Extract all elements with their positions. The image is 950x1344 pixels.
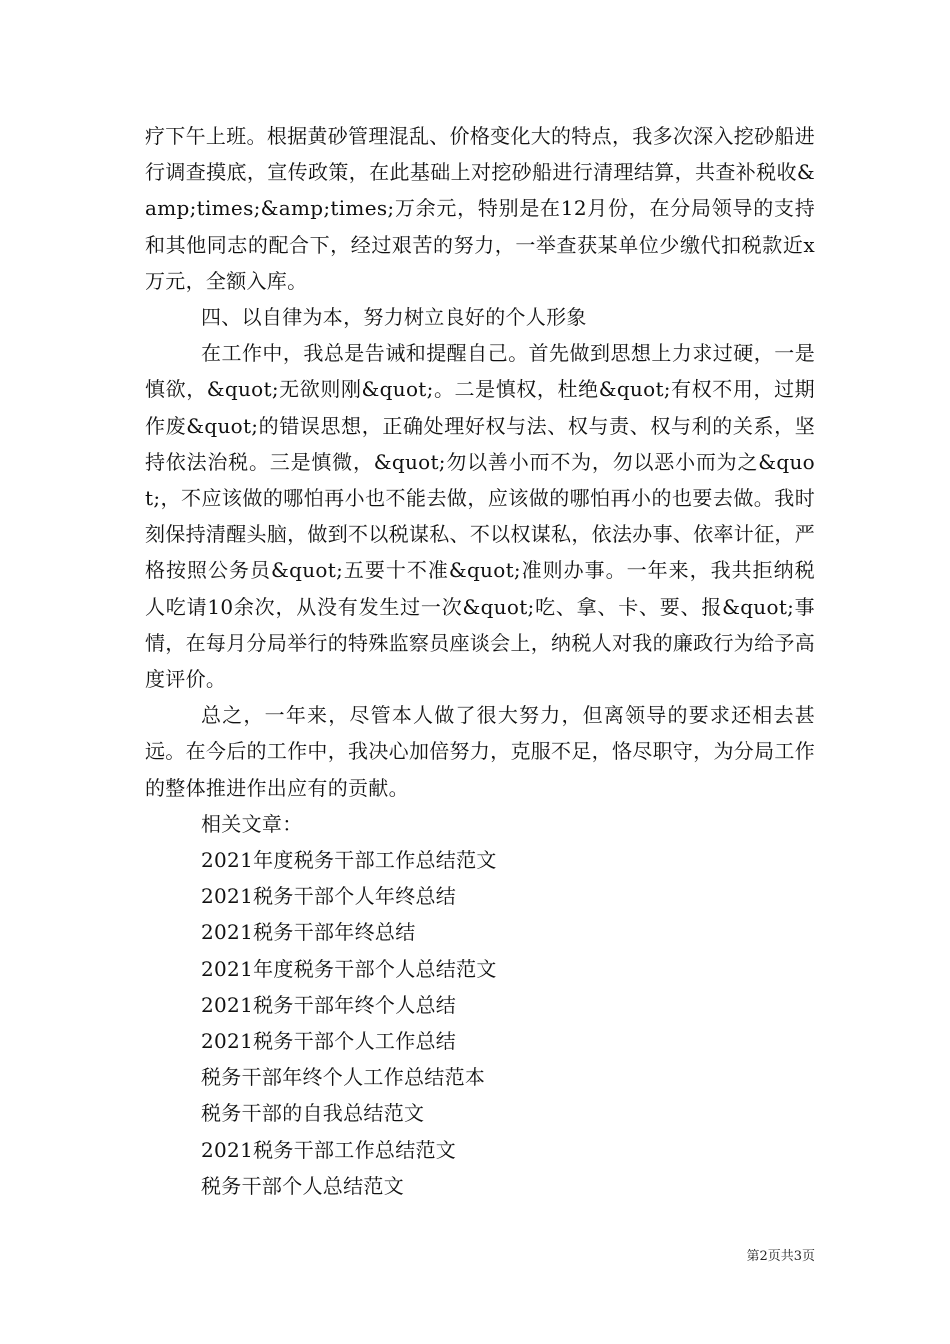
related-article-link[interactable]: 2021税务干部年终总结 <box>201 920 416 945</box>
related-articles-list <box>145 842 815 1204</box>
related-article-link[interactable]: 税务干部年终个人工作总结范本 <box>201 1065 486 1090</box>
related-article-link[interactable]: 2021年度税务干部个人总结范文 <box>201 956 497 981</box>
related-article-link[interactable]: 2021税务干部年终个人总结 <box>201 992 457 1017</box>
related-article-link[interactable]: 2021税务干部工作总结范文 <box>201 1137 457 1162</box>
related-article-link[interactable]: 2021年度税务干部工作总结范文 <box>201 848 497 873</box>
related-article-link[interactable]: 税务干部个人总结范文 <box>201 1173 404 1198</box>
related-article-link[interactable]: 2021税务干部个人年终总结 <box>201 884 457 909</box>
page-number: 第2页共3页 <box>746 1249 815 1264</box>
related-articles-heading: 相关文章： <box>201 811 303 836</box>
section-heading: 四、以自律为本，努力树立良好的个人形象 <box>201 305 587 330</box>
document-body <box>145 118 815 1204</box>
related-article-link[interactable]: 税务干部的自我总结范文 <box>201 1101 425 1126</box>
paragraph-continuation: 疗下午上班。根据黄砂管理混乱、价格变化大的特点，我多次深入挖砂船进行调查摸底，宣传政策，在此基础上对挖砂船进行清理结算，共查补税收&amp;times;&amp;times;万余元，特别是在12月份，在分局领导的支持和其他同志的配合下，经过艰苦的努力，一举查获某单位少缴代扣税款近x万元，全额入库。 <box>145 124 815 293</box>
paragraph-self-discipline: 在工作中，我总是告诫和提醒自己。首先做到思想上力求过硬，一是慎欲，&quot;无欲则刚&quot;。二是慎权，杜绝&quot;有权不用，过期作废&quot;的错误思想，正确处理好权与法、权与责、权与利的关系，坚持依法治税。三是慎微，&quot;勿以善小而不为，勿以恶小而为之&quot;，不应该做的哪怕再小也不能去做，应该做的哪怕再小的也要去做。我时刻保持清醒头脑，做到不以税谋私、不以权谋私，依法办事、依率计征，严格按照公务员&quot;五要十不准&quot;准则办事。一年来，我共拒纳税人吃请10余次，从没有发生过一次&quot;吃、拿、卡、要、报&quot;事情，在每月分局举行的特殊监察员座谈会上，纳税人对我的廉政行为给予高度评价。 <box>145 341 815 692</box>
paragraph-conclusion: 总之，一年来，尽管本人做了很大努力，但离领导的要求还相去甚远。在今后的工作中，我决心加倍努力，克服不足，恪尽职守，为分局工作的整体推进作出应有的贡献。 <box>145 703 815 800</box>
related-article-link[interactable]: 2021税务干部个人工作总结 <box>201 1029 457 1054</box>
